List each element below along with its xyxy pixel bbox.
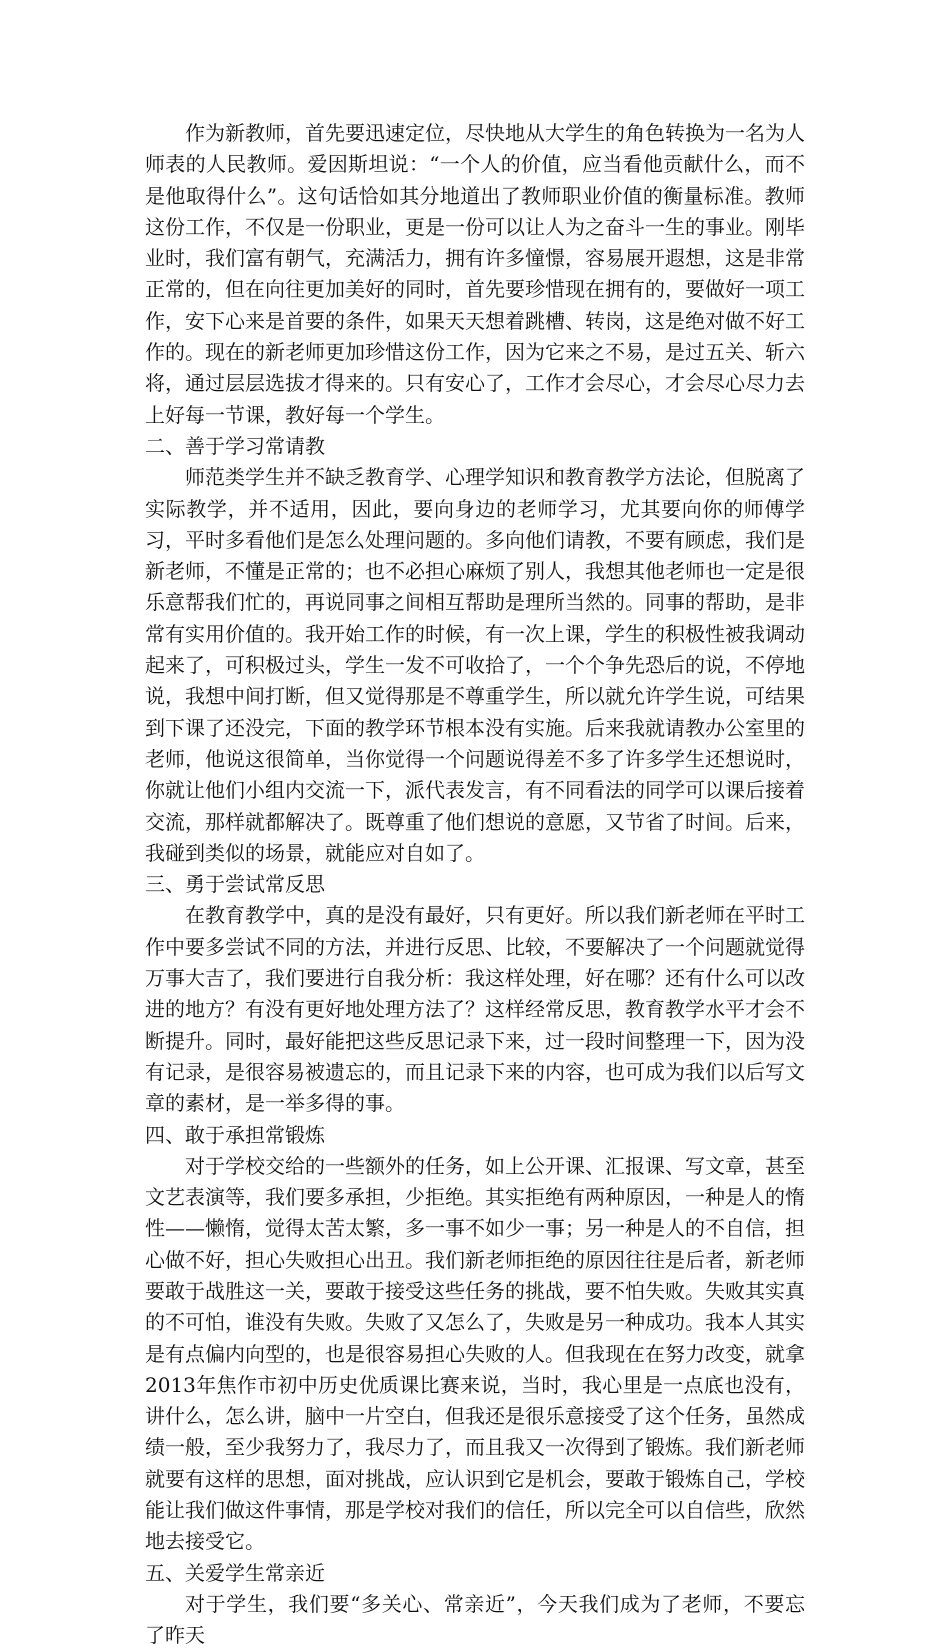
section-heading-caring: 五、关爱学生常亲近	[145, 1560, 325, 1585]
section-heading-learning: 二、善于学习常请教	[145, 433, 325, 458]
section-heading-responsibility: 四、敢于承担常锻炼	[145, 1122, 325, 1147]
paragraph-responsibility: 对于学校交给的一些额外的任务，如上公开课、汇报课、写文章，甚至文艺表演等，我们要多承担，少拒绝。其实拒绝有两种原因，一种是人的惰性——懒惰，觉得太苦太繁，多一事不如少一事；另一种是人的不自信，担心做不好，担心失败担心出丑。我们新老师拒绝的原因往往是后者，新老师要敢于战胜这一关，要敢于接受这些任务的挑战，要不怕失败。失败其实真的不可怕，谁没有失败。失败了又怎么了，失败是另一种成功。我本人其实是有点偏内向型的，也是很容易担心失败的人。但我现在在努力改变，就拿2013年焦作市初中历史优质课比赛来说，当时，我心里是一点底也没有，讲什么，怎么讲，脑中一片空白，但我还是很乐意接受了这个任务，虽然成绩一般，至少我努力了，我尽力了，而且我又一次得到了锻炼。我们新老师就要有这样的思想，面对挑战，应认识到它是机会，要敢于锻炼自己，学校能让我们做这件事情，那是学校对我们的信任，所以完全可以自信些，欣然地去接受它。	[145, 1153, 805, 1554]
paragraph-caring: 对于学生，我们要“多关心、常亲近”，今天我们成为了老师，不要忘了昨天	[145, 1591, 805, 1648]
section-heading-reflection: 三、勇于尝试常反思	[145, 872, 325, 897]
paragraph-learning: 师范类学生并不缺乏教育学、心理学知识和教育教学方法论，但脱离了实际教学，并不适用，因此，要向身边的老师学习，尤其要向你的师傅学习，平时多看他们是怎么处理问题的。多向他们请教，不要有顾虑，我们是新老师，不懂是正常的；也不必担心麻烦了别人，我想其他老师也一定是很乐意帮我们忙的，再说同事之间相互帮助是理所当然的。同事的帮助，是非常有实用价值的。我开始工作的时候，有一次上课，学生的积极性被我调动起来了，可积极过头，学生一发不可收拾了，一个个争先恐后的说，不停地说，我想中间打断，但又觉得那是不尊重学生，所以就允许学生说，可结果到下课了还没完，下面的教学环节根本没有实施。后来我就请教办公室里的老师，他说这很简单，当你觉得一个问题说得差不多了许多学生还想说时，你就让他们小组内交流一下，派代表发言，有不同看法的同学可以课后接着交流，那样就都解决了。既尊重了他们想说的意愿，又节省了时间。后来，我碰到类似的场景，就能应对自如了。	[145, 465, 805, 865]
paragraph-positioning: 作为新教师，首先要迅速定位，尽快地从大学生的角色转换为一名为人师表的人民教师。爱因斯坦说：“一个人的价值，应当看他贡献什么，而不是他取得什么”。这句话恰如其分地道出了教师职业价值的衡量标准。教师这份工作，不仅是一份职业，更是一份可以让人为之奋斗一生的事业。刚毕业时，我们富有朝气，充满活力，拥有许多憧憬，容易展开遐想，这是非常正常的，但在向往更加美好的同时，首先要珍惜现在拥有的，要做好一项工作，安下心来是首要的条件，如果天天想着跳槽、转岗，这是绝对做不好工作的。现在的新老师更加珍惜这份工作，因为它来之不易，是过五关、斩六将，通过层层选拔才得来的。只有安心了，工作才会尽心，才会尽心尽力去上好每一节课，教好每一个学生。	[145, 121, 805, 427]
paragraph-reflection: 在教育教学中，真的是没有最好，只有更好。所以我们新老师在平时工作中要多尝试不同的方法，并进行反思、比较，不要解决了一个问题就觉得万事大吉了，我们要进行自我分析：我这样处理，好在哪？还有什么可以改进的地方？有没有更好地处理方法了？这样经常反思，教育教学水平才会不断提升。同时，最好能把这些反思记录下来，过一段时间整理一下，因为没有记录，是很容易被遗忘的，而且记录下来的内容，也可成为我们以后写文章的素材，是一举多得的事。	[145, 903, 805, 1116]
document-page	[145, 118, 805, 1652]
